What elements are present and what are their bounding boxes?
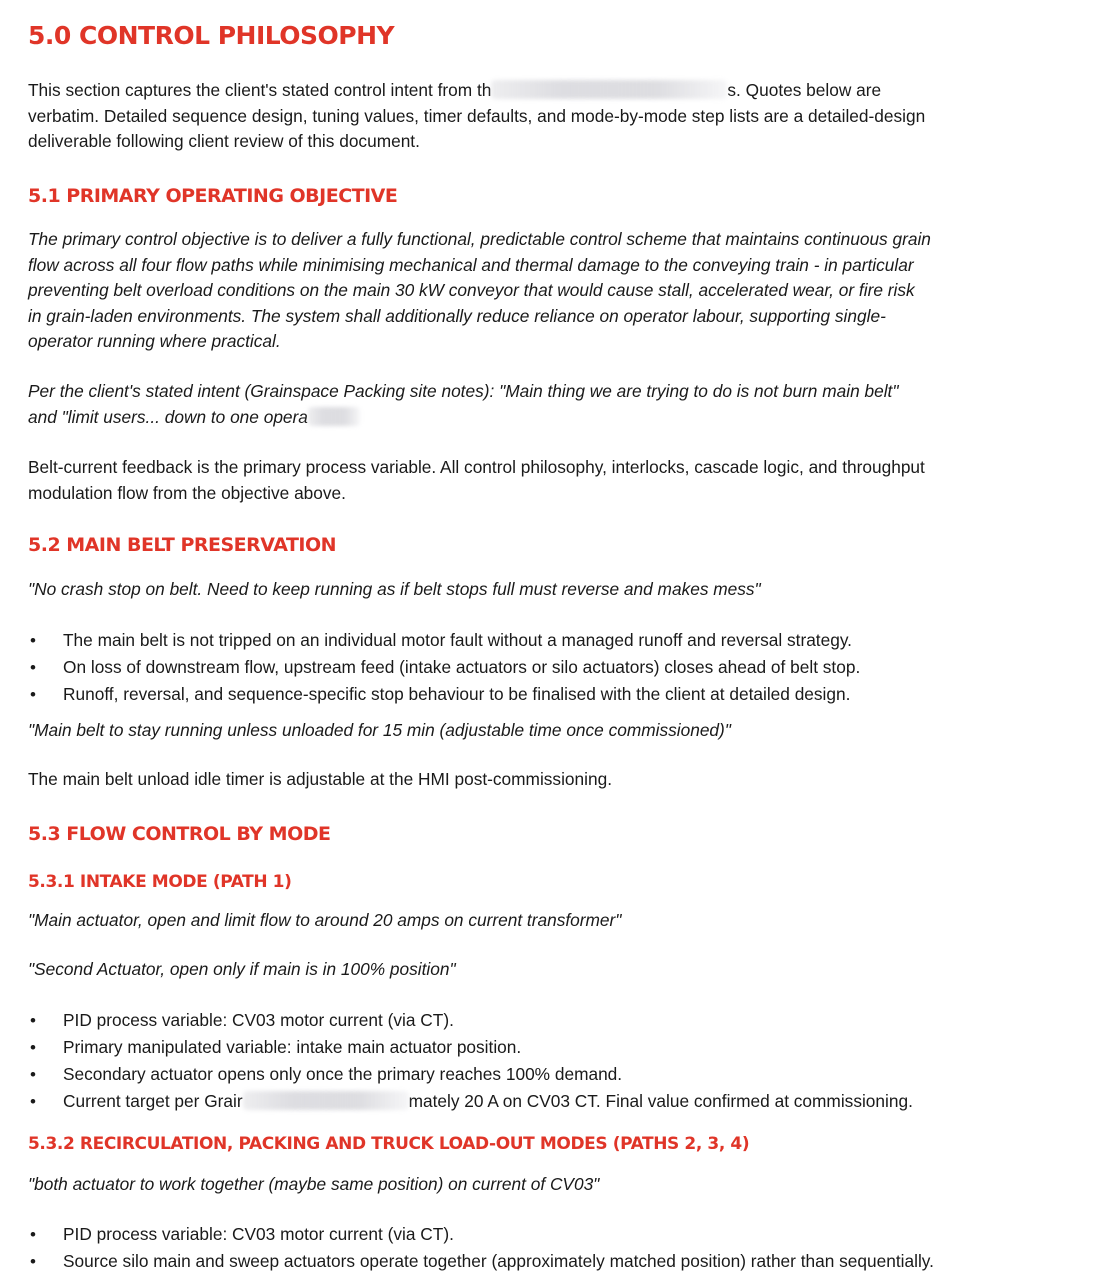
intent-line-2 [28, 405, 898, 431]
section-heading-5-3-2: 5.3.2 RECIRCULATION, PACKING AND TRUCK LOAD-OUT MODES (PATHS 2, 3, 4) [28, 1134, 750, 1154]
feedback-line-1: Belt-current feedback is the primary process variable. All control philosophy, interlocks, cascade logic, and throughput [28, 457, 925, 477]
section-heading-5-2: 5.2 MAIN BELT PRESERVATION [28, 534, 337, 556]
objective-line: The primary control objective is to deliver a fully functional, predictable control scheme that maintains continuous grain [28, 229, 931, 249]
intake-bullet-list [28, 1007, 1078, 1115]
objective-line: in grain-laden environments. The system shall additionally reduce reliance on operator labour, supporting single- [28, 305, 886, 326]
redacted-text [308, 407, 360, 426]
belt-quote-2 [28, 718, 731, 744]
section-heading-5-0: 5.0 CONTROL PHILOSOPHY [28, 21, 395, 50]
quote-line: "Main actuator, open and limit flow to around 20 amps on current transformer" [28, 910, 622, 930]
objective-line: operator running where practical. [28, 331, 281, 351]
intro-paragraph [28, 78, 925, 155]
recirc-bullet-list [28, 1221, 1088, 1275]
intent-line-1: Per the client's stated intent (Grainspace Packing site notes): "Main thing we are trying to do is not burn main belt" [28, 381, 899, 401]
quote-line: "No crash stop on belt. Need to keep running as if belt stops full must reverse and makes mess" [28, 579, 761, 599]
quote-line: "Second Actuator, open only if main is in 100% position" [28, 959, 456, 979]
timer-note-text: The main belt unload idle timer is adjustable at the HMI post-commissioning. [28, 769, 612, 789]
objective-paragraph [28, 227, 931, 355]
intro-text-end: s. Quotes below are [727, 80, 882, 100]
redacted-text [243, 1091, 409, 1110]
list-item: • PID process variable: CV03 motor current (via CT). [28, 1007, 1078, 1034]
quote-line: "Main belt to stay running unless unloaded for 15 min (adjustable time once commissioned)" [28, 720, 731, 740]
recirc-quote [28, 1172, 599, 1198]
intro-line-3: deliverable following client review of this document. [28, 131, 420, 151]
intake-quote-2 [28, 957, 456, 983]
timer-note [28, 767, 612, 793]
section-heading-5-3: 5.3 FLOW CONTROL BY MODE [28, 823, 331, 845]
list-item: • The main belt is not tripped on an individual motor fault without a managed runoff and reversal strategy. [28, 627, 1078, 654]
section-heading-5-3-1: 5.3.1 INTAKE MODE (PATH 1) [28, 872, 292, 892]
list-item: • Runoff, reversal, and sequence-specific stop behaviour to be finalised with the client at detailed design. [28, 681, 1078, 708]
belt-quote-1 [28, 577, 761, 603]
intro-line-1 [28, 78, 925, 104]
intro-line-2: verbatim. Detailed sequence design, tuning values, timer defaults, and mode-by-mode step lists are a detailed-design [28, 105, 926, 126]
feedback-paragraph [28, 455, 925, 506]
feedback-line-2: modulation flow from the objective above. [28, 482, 346, 503]
list-item [28, 1088, 1078, 1115]
objective-line: flow across all four flow paths while minimising mechanical and thermal damage to the conveying train - in particular [28, 254, 914, 275]
list-item: • Secondary actuator opens only once the primary reaches 100% demand. [28, 1061, 1078, 1088]
redacted-text [491, 80, 727, 99]
intake-quote-1 [28, 908, 621, 934]
intent-line-2-text: and "limit users... down to one opera [28, 406, 308, 427]
section-heading-5-1: 5.1 PRIMARY OPERATING OBJECTIVE [28, 185, 398, 207]
list-item-text-end: mately 20 A on CV03 CT. Final value confirmed at commissioning. [408, 1091, 913, 1111]
quote-line: "both actuator to work together (maybe same position) on current of CV03" [28, 1174, 600, 1194]
list-item-text-start: Current target per Grair [63, 1091, 243, 1111]
belt-bullet-list [28, 627, 1078, 708]
list-item: • PID process variable: CV03 motor current (via CT). [28, 1221, 1088, 1248]
list-item: • Primary manipulated variable: intake main actuator position. [28, 1034, 1078, 1061]
list-item: • On loss of downstream flow, upstream feed (intake actuators or silo actuators) closes ahead of belt stop. [28, 654, 1078, 681]
client-intent-paragraph [28, 379, 898, 430]
list-item: • Source silo main and sweep actuators operate together (approximately matched position) rather than sequentially. [28, 1248, 1088, 1275]
objective-line: preventing belt overload conditions on the main 30 kW conveyor that would cause stall, accelerated wear, or fire risk [28, 280, 915, 300]
intro-text-start: This section captures the client's stated control intent from th [28, 80, 492, 100]
